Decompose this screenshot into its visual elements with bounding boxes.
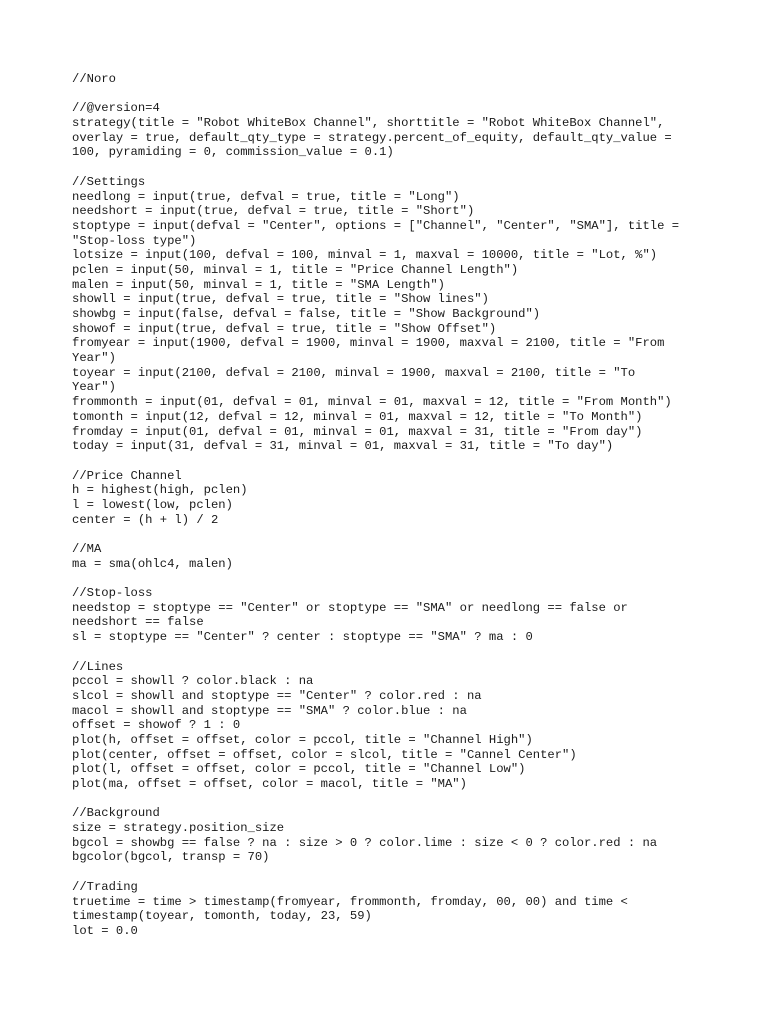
code-line: fromyear = input(1900, defval = 1900, minval = 1900, maxval = 2100, title = "From [72, 336, 665, 351]
code-line: needstop = stoptype == "Center" or stoptype == "SMA" or needlong == false or [72, 600, 628, 615]
code-line: center = (h + l) / 2 [72, 512, 219, 527]
blank-line [72, 527, 702, 542]
code-line: strategy(title = "Robot WhiteBox Channel", shorttitle = "Robot WhiteBox Channel", [72, 116, 665, 131]
code-line: //Background [72, 806, 160, 821]
code-line: stoptype = input(defval = "Center", options = ["Channel", "Center", "SMA"], title = [72, 218, 680, 233]
code-line: overlay = true, default_qty_type = strategy.percent_of_equity, default_qty_value = [72, 130, 672, 145]
code-line: "Stop-loss type") [72, 233, 197, 248]
code-line: slcol = showll and stoptype == "Center" ? color.red : na [72, 688, 482, 703]
blank-line [72, 160, 702, 175]
code-line: //@version=4 [72, 101, 160, 116]
code-line: showof = input(true, defval = true, title = "Show Offset") [72, 321, 497, 336]
code-line: plot(ma, offset = offset, color = macol, title = "MA") [72, 777, 467, 791]
code-line: //Trading [72, 879, 138, 894]
code-line: malen = input(50, minval = 1, title = "SMA Length") [72, 277, 445, 292]
blank-line [72, 571, 702, 586]
blank-line [72, 865, 702, 880]
code-line: showll = input(true, defval = true, title = "Show lines") [72, 292, 489, 307]
code-line: plot(l, offset = offset, color = pccol, title = "Channel Low") [72, 762, 526, 777]
code-line: //Stop-loss [72, 586, 153, 601]
code-line: offset = showof ? 1 : 0 [72, 718, 241, 733]
code-line: //Price Channel [72, 468, 182, 483]
blank-line [72, 87, 702, 102]
code-line: frommonth = input(01, defval = 01, minval = 01, maxval = 12, title = "From Month") [72, 395, 672, 410]
blank-line [72, 792, 702, 807]
code-line: //Lines [72, 659, 124, 674]
code-line: bgcol = showbg == false ? na : size > 0 ? color.lime : size < 0 ? color.red : na [72, 835, 658, 850]
code-line: h = highest(high, pclen) [72, 483, 248, 498]
code-line: fromday = input(01, defval = 01, minval = 01, maxval = 31, title = "From day") [72, 424, 643, 439]
code-line: 100, pyramiding = 0, commission_value = 0.1) [72, 145, 394, 160]
code-line: tomonth = input(12, defval = 12, minval = 01, maxval = 12, title = "To Month") [72, 409, 643, 424]
code-line: plot(h, offset = offset, color = pccol, title = "Channel High") [72, 732, 533, 747]
code-line: Year") [72, 351, 116, 366]
code-line: pccol = showll ? color.black : na [72, 674, 314, 689]
code-line: needlong = input(true, defval = true, title = "Long") [72, 189, 460, 204]
code-listing [72, 72, 702, 939]
blank-line [72, 454, 702, 469]
blank-line [72, 645, 702, 660]
code-line: size = strategy.position_size [72, 821, 285, 836]
code-line: //MA [72, 542, 102, 556]
code-line: needshort == false [72, 615, 204, 630]
code-line: macol = showll and stoptype == "SMA" ? color.blue : na [72, 703, 467, 718]
code-line: truetime = time > timestamp(fromyear, frommonth, fromday, 00, 00) and time < [72, 894, 628, 909]
code-line: pclen = input(50, minval = 1, title = "Price Channel Length") [72, 262, 519, 277]
code-line: toyear = input(2100, defval = 2100, minval = 1900, maxval = 2100, title = "To [72, 365, 636, 380]
code-line: needshort = input(true, defval = true, title = "Short") [72, 204, 475, 219]
code-line: today = input(31, defval = 31, minval = 01, maxval = 31, title = "To day") [72, 439, 614, 454]
code-line: timestamp(toyear, tomonth, today, 23, 59) [72, 909, 372, 924]
code-line: Year") [72, 380, 116, 395]
code-line: plot(center, offset = offset, color = slcol, title = "Cannel Center") [72, 747, 577, 762]
code-line: lotsize = input(100, defval = 100, minval = 1, maxval = 10000, title = "Lot, %") [72, 248, 658, 263]
code-line: lot = 0.0 [72, 923, 138, 938]
code-line: showbg = input(false, defval = false, title = "Show Background") [72, 307, 541, 321]
code-line: bgcolor(bgcol, transp = 70) [72, 850, 270, 865]
code-line: sl = stoptype == "Center" ? center : stoptype == "SMA" ? ma : 0 [72, 630, 533, 645]
code-line: l = lowest(low, pclen) [72, 497, 233, 512]
code-line: //Settings [72, 174, 146, 189]
code-line: //Noro [72, 72, 116, 86]
code-line: ma = sma(ohlc4, malen) [72, 556, 233, 571]
